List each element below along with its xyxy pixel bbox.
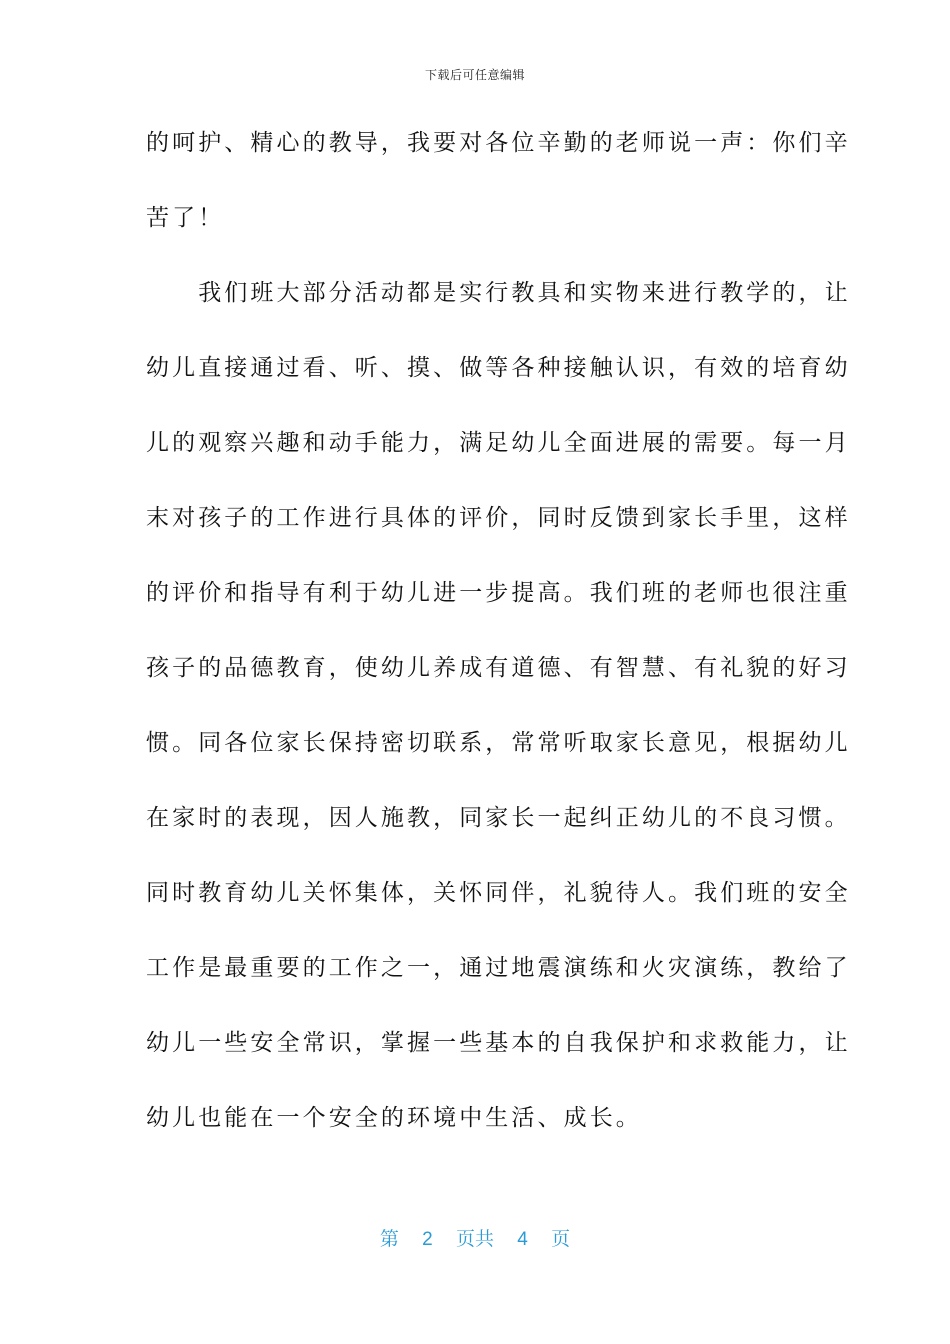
body-line: 孩子的品德教育，使幼儿养成有道德、有智慧、有礼貌的好习 — [146, 655, 851, 681]
body-line: 苦了！ — [146, 205, 225, 231]
page-label-middle: 页共 — [455, 1229, 494, 1250]
page-label-suffix: 页 — [551, 1229, 571, 1250]
body-line: 幼儿也能在一个安全的环境中生活、成长。 — [146, 1105, 642, 1131]
total-pages-number: 4 — [517, 1229, 528, 1250]
body-line: 在家时的表现，因人施教，同家长一起纠正幼儿的不良习惯。 — [146, 805, 851, 831]
body-line: 的呵护、精心的教导，我要对各位辛勤的老师说一声：你们辛 — [146, 130, 851, 156]
page-footer — [0, 1224, 950, 1251]
body-line: 幼儿直接通过看、听、摸、做等各种接触认识，有效的培育幼 — [146, 355, 851, 381]
document-body — [146, 122, 851, 1172]
current-page-number: 2 — [422, 1229, 433, 1250]
body-line: 的评价和指导有利于幼儿进一步提高。我们班的老师也很注重 — [146, 580, 851, 606]
page-label-prefix: 第 — [379, 1229, 399, 1250]
body-line: 惯。同各位家长保持密切联系，常常听取家长意见，根据幼儿 — [146, 730, 851, 756]
body-line: 我们班大部分活动都是实行教具和实物来进行教学的，让 — [146, 280, 851, 306]
page-header-note: 下载后可任意编辑 — [424, 68, 525, 82]
body-line: 末对孩子的工作进行具体的评价，同时反馈到家长手里，这样 — [146, 505, 851, 531]
body-line: 儿的观察兴趣和动手能力，满足幼儿全面进展的需要。每一月 — [146, 430, 851, 456]
body-line: 幼儿一些安全常识，掌握一些基本的自我保护和求救能力，让 — [146, 1030, 851, 1056]
body-line: 工作是最重要的工作之一，通过地震演练和火灾演练，教给了 — [146, 955, 851, 981]
body-line: 同时教育幼儿关怀集体，关怀同伴，礼貌待人。我们班的安全 — [146, 880, 851, 906]
